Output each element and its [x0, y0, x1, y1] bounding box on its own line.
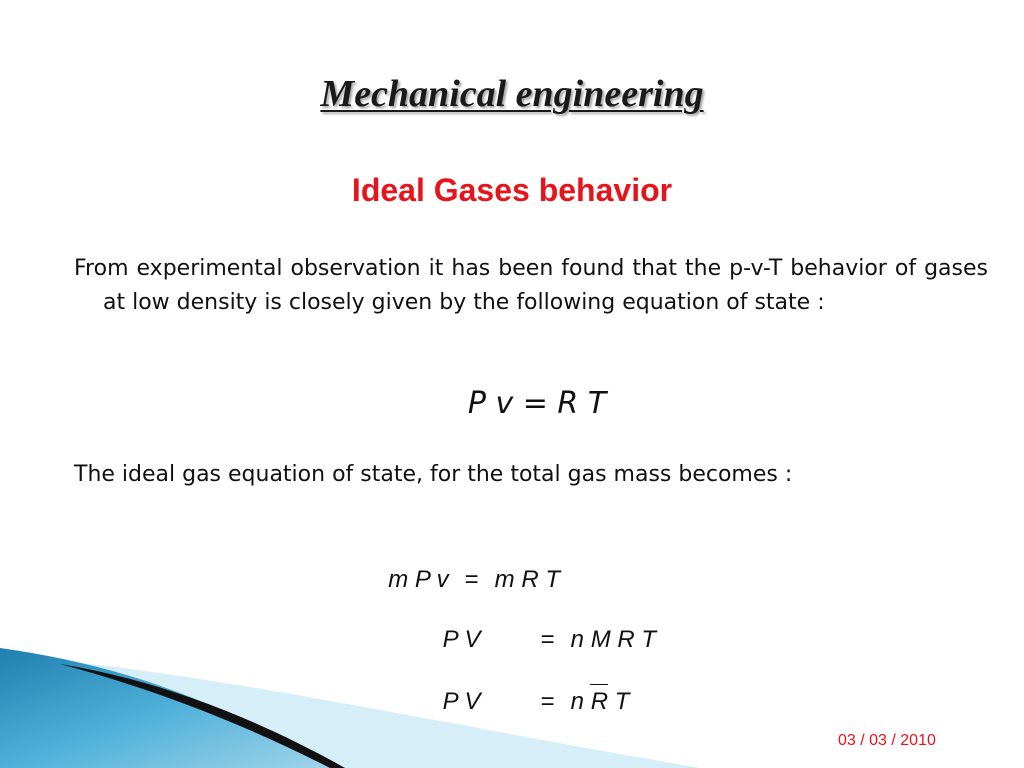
equation-rhs-coefficient: n [570, 688, 591, 715]
equation-universal-constant-form [416, 660, 629, 744]
equation-rhs: n M R T [570, 626, 657, 653]
equation-lhs: P V [442, 626, 481, 653]
slide-subtitle: Ideal Gases behavior [351, 172, 673, 208]
equation-rhs-temperature: T [608, 688, 630, 715]
equation-operator: = [540, 688, 555, 715]
statement-text: The ideal gas equation of state, for the total gas mass becomes : [74, 462, 793, 487]
slide-date: 03 / 03 / 2010 [838, 732, 936, 749]
equation-rhs: m R T [494, 566, 560, 593]
slide-title: Mechanical engineering [320, 73, 704, 115]
equation-operator: = [464, 566, 479, 593]
intro-paragraph: From experimental observation it has been found that the p-v-T behavior of gases at low density is closely given by the following equation of state : [74, 256, 988, 315]
universal-gas-constant-symbol: R [590, 688, 609, 715]
equation-lhs: m P v [388, 566, 449, 593]
equation-operator: = [540, 626, 555, 653]
ideal-gas-equation: P v = R T [467, 386, 607, 421]
equation-lhs: P V [442, 688, 481, 715]
